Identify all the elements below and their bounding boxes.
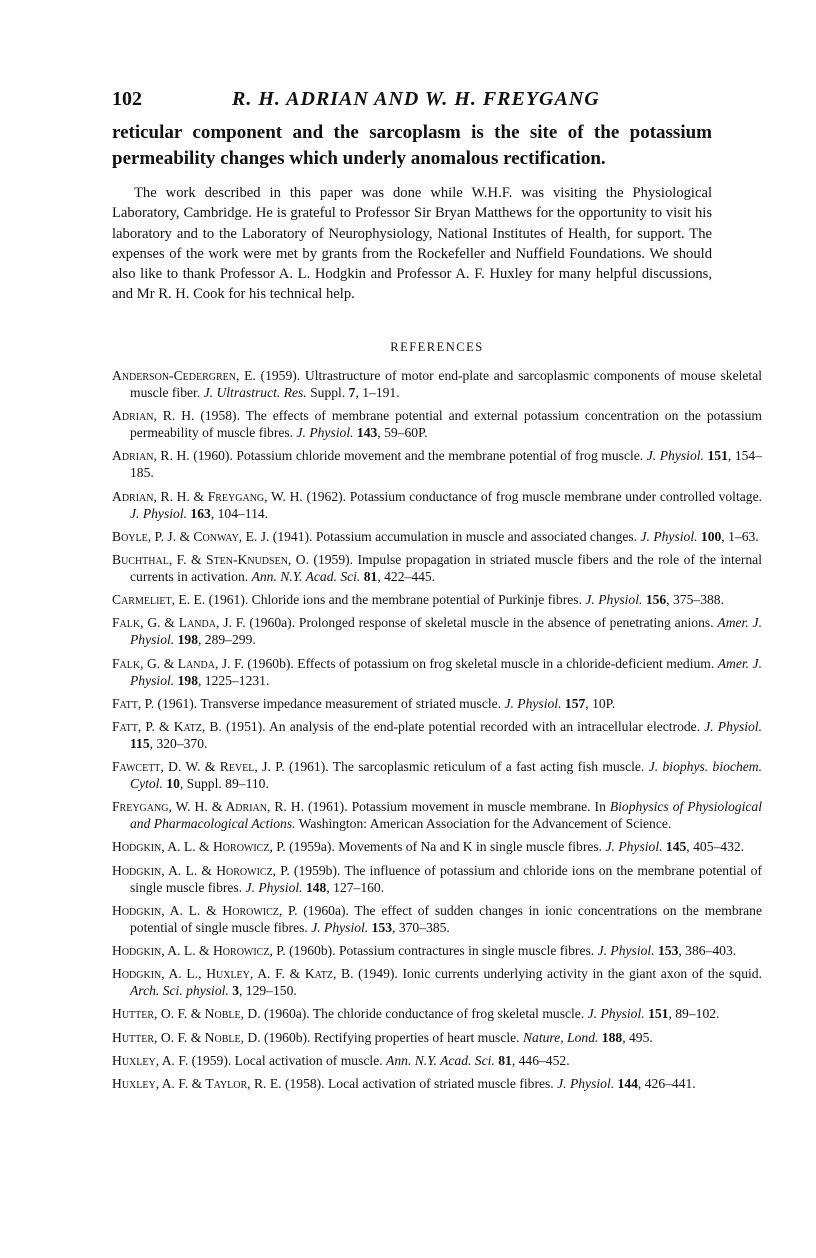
reference-journal: J. Physiol. [587, 1006, 645, 1022]
reference-entry [112, 862, 762, 896]
reference-text: (1960a). Prolonged response of skeletal muscle in the absence of penetrating anions. [245, 615, 718, 631]
references-heading: REFERENCES [390, 340, 484, 354]
reference-text: (1959a). Movements of Na and K in single muscle fibres. [285, 839, 606, 855]
reference-journal: J. Physiol. [646, 448, 704, 464]
reference-pages: , 446–452. [511, 1052, 570, 1068]
reference-journal: J. Physiol. [311, 919, 369, 935]
reference-journal: Arch. Sci. physiol. [130, 983, 229, 999]
reference-journal: Amer. J. Physiol. [130, 655, 762, 688]
reference-volume: 143 [356, 425, 378, 441]
reference-volume: 7 [348, 385, 356, 400]
reference-pages: , Suppl. 89–110. [179, 776, 269, 792]
reference-pages: , 129–150. [239, 983, 297, 999]
reference-entry [112, 1075, 762, 1092]
reference-entry [112, 407, 762, 441]
reference-volume: 151 [648, 1006, 669, 1022]
reference-journal: J. Physiol. [704, 718, 762, 734]
reference-text: (1961). Potassium movement in muscle membrane. In [304, 799, 610, 815]
reference-volume: 3 [232, 983, 239, 999]
reference-volume: 156 [645, 592, 667, 608]
reference-text: (1960b). Effects of potassium on frog skeletal muscle in a chloride-deficient medium. [243, 655, 718, 671]
reference-text: (1959b). The influence of potassium and chloride ions on the membrane potential of single muscle fibres. [130, 862, 762, 895]
reference-pages: , 1–63. [721, 528, 759, 544]
reference-text: (1949). Ionic currents underlying activity in the giant axon of the squid. [353, 966, 762, 982]
reference-authors: Boyle, P. J. & Conway, E. J. [112, 528, 270, 544]
reference-authors: Hodgkin, A. L. & Horowicz, P. [112, 943, 286, 958]
reference-entry [112, 718, 762, 752]
reference-entry [112, 591, 762, 608]
reference-journal: J. Physiol. [504, 695, 562, 711]
reference-volume: 163 [190, 505, 211, 521]
reference-text: (1960a). The effect of sudden changes in ionic concentrations on the membrane potential of single muscle fibres. [130, 902, 763, 935]
reference-entry [112, 902, 762, 936]
reference-text: (1961). Transverse impedance measurement of striated muscle. [154, 695, 505, 711]
reference-authors: Fatt, P. [112, 695, 155, 711]
reference-pages: , 10P. [585, 695, 616, 711]
reference-authors: Falk, G. & Landa, J. F. [112, 655, 244, 671]
reference-entry [112, 447, 762, 481]
reference-authors: Huxley, A. F. & Taylor, R. E. [112, 1075, 282, 1091]
reference-authors: Buchthal, F. & Sten-Knudsen, O. [112, 551, 309, 567]
reference-authors: Anderson-Cedergren, E. [112, 368, 256, 383]
reference-volume: 198 [177, 672, 198, 688]
reference-suffix: Washington: American Association for the Advancement of Science. [295, 816, 672, 832]
reference-volume: 81 [363, 568, 378, 584]
reference-journal: J. Physiol. [640, 528, 698, 544]
reference-volume: 198 [177, 632, 198, 648]
reference-authors: Hodgkin, A. L. & Horowicz, P. [112, 862, 290, 878]
reference-pages: , 59–60P. [377, 425, 428, 441]
reference-pages: , 386–403. [678, 943, 737, 958]
reference-entry [112, 1029, 762, 1046]
reference-authors: Adrian, R. H. & Freygang, W. H. [112, 488, 303, 504]
reference-entry [112, 798, 762, 832]
reference-pages: , 1225–1231. [197, 672, 270, 688]
reference-volume: 153 [371, 919, 393, 935]
reference-journal: J. Physiol. [597, 943, 655, 958]
reference-volume: 151 [707, 448, 728, 464]
reference-entry [112, 942, 762, 959]
reference-authors: Adrian, R. H. [112, 448, 190, 464]
reference-text: (1961). Chloride ions and the membrane potential of Purkinje fibres. [205, 592, 586, 608]
reference-journal: J. Physiol. [130, 505, 188, 521]
reference-text: (1959). Local activation of muscle. [188, 1052, 387, 1068]
reference-pages: , 154–185. [130, 448, 763, 481]
reference-text: (1958). Local activation of striated muscle fibres. [281, 1075, 558, 1091]
reference-authors: Freygang, W. H. & Adrian, R. H. [112, 799, 304, 815]
reference-authors: Hodgkin, A. L. & Horowicz, P. [112, 839, 286, 855]
reference-pages: , 422–445. [377, 568, 436, 584]
reference-pages: , 289–299. [197, 632, 256, 648]
reference-pages: , 1–191. [355, 385, 400, 400]
running-head: R. H. ADRIAN AND W. H. FREYGANG [232, 88, 600, 110]
reference-pages: , 370–385. [392, 919, 450, 935]
reference-entry [112, 488, 762, 522]
reference-journal: J. Physiol. [605, 839, 663, 855]
page-number: 102 [112, 88, 142, 110]
reference-text: (1958). The effects of membrane potential and external potassium concentration on the potassium permeability of muscle fibres. [130, 408, 762, 441]
reference-entry [112, 965, 762, 999]
references-list [112, 367, 762, 1098]
acknowledgement-paragraph: The work described in this paper was done while W.H.F. was visiting the Physiological Laboratory, Cambridge. He is grateful to Professor Sir Bryan Matthews for the opportunity to visit his laboratory and to the Laboratory of Neurophysiology, National Institutes of Health, for support. The expenses of the work were met by grants from the Rockefeller and Nuffield Foundations. We should also like to thank Professor A. L. Hodgkin and Professor A. F. Huxley for many helpful discussions, and Mr R. H. Cook for his technical help. [112, 185, 712, 303]
reference-journal: J. Physiol. [245, 879, 303, 895]
reference-text: (1941). Potassium accumulation in muscle and associated changes. [269, 528, 641, 544]
reference-entry [112, 551, 762, 585]
reference-text: (1960). Potassium chloride movement and the membrane potential of frog muscle. [189, 448, 647, 464]
reference-journal: Amer. J. Physiol. [130, 615, 762, 648]
reference-authors: Carmeliet, E. E. [112, 592, 206, 608]
reference-authors: Hodgkin, A. L. & Horowicz, P. [112, 902, 298, 918]
reference-text: (1959). Ultrastructure of motor end-plate and sarcoplasmic components of mouse skeletal muscle fiber. [130, 368, 763, 400]
reference-pages: , 426–441. [637, 1075, 696, 1091]
reference-authors: Adrian, R. H. [112, 408, 195, 424]
reference-authors: Fatt, P. & Katz, B. [112, 718, 222, 734]
reference-pages: , 375–388. [666, 592, 724, 608]
reference-pages: , 405–432. [686, 839, 745, 855]
reference-volume: 148 [305, 879, 327, 895]
reference-pages: , 495. [622, 1029, 653, 1045]
reference-text: (1959). Impulse propagation in striated muscle fibers and the role of the internal currents in activation. [130, 551, 762, 584]
reference-authors: Hutter, O. F. & Noble, D. [112, 1006, 261, 1022]
reference-entry [112, 614, 762, 648]
reference-journal: J. Physiol. [585, 592, 643, 608]
reference-text: (1960b). Rectifying properties of heart muscle. [260, 1029, 523, 1045]
page-header [112, 88, 712, 118]
reference-pages: , 127–160. [326, 879, 385, 895]
reference-authors: Hodgkin, A. L., Huxley, A. F. & Katz, B. [112, 966, 354, 982]
reference-volume: 115 [130, 735, 150, 751]
reference-text: (1961). The sarcoplasmic reticulum of a fast acting fish muscle. [284, 759, 649, 775]
reference-journal: Biophysics of Physiological and Pharmacological Actions. [130, 799, 762, 832]
reference-entry [112, 1005, 762, 1022]
reference-text: (1960a). The chloride conductance of frog skeletal muscle. [260, 1006, 588, 1022]
reference-journal: Ann. N.Y. Acad. Sci. [386, 1052, 495, 1068]
reference-authors: Huxley, A. F. [112, 1052, 189, 1068]
reference-suffix: Suppl. [306, 385, 349, 400]
lead-paragraph: reticular component and the sarcoplasm is the site of the potassium permeability changes which underly anomalous rectification. [112, 122, 712, 169]
reference-volume: 145 [665, 839, 687, 855]
reference-text: (1960b). Potassium contractures in single muscle fibres. [285, 943, 598, 958]
reference-journal: J. Physiol. [296, 425, 354, 441]
reference-entry [112, 838, 762, 855]
reference-pages: , 320–370. [149, 735, 208, 751]
reference-journal: J. biophys. biochem. Cytol. [130, 759, 762, 792]
reference-authors: Hutter, O. F. & Noble, D. [112, 1029, 261, 1045]
reference-volume: 81 [498, 1052, 512, 1068]
reference-volume: 188 [601, 1029, 623, 1045]
reference-entry [112, 758, 762, 792]
reference-volume: 144 [617, 1075, 638, 1091]
reference-authors: Falk, G. & Landa, J. F. [112, 615, 246, 631]
reference-entry [112, 528, 762, 545]
reference-authors: Fawcett, D. W. & Revel, J. P. [112, 759, 285, 775]
reference-journal: Nature, Lond. [522, 1029, 599, 1045]
reference-text: (1951). An analysis of the end-plate potential recorded with an intracellular electrode. [221, 718, 705, 734]
reference-journal: J. Ultrastruct. Res. [203, 385, 307, 400]
reference-text: (1962). Potassium conductance of frog muscle membrane under controlled voltage. [302, 488, 763, 504]
reference-volume: 157 [564, 695, 586, 711]
reference-volume: 100 [700, 528, 722, 544]
reference-entry [112, 1052, 762, 1069]
reference-entry [112, 367, 762, 401]
reference-volume: 153 [657, 943, 679, 958]
reference-entry [112, 655, 762, 689]
reference-journal: Ann. N.Y. Acad. Sci. [251, 568, 361, 584]
reference-volume: 10 [166, 776, 180, 792]
reference-pages: , 104–114. [210, 505, 269, 521]
reference-pages: , 89–102. [668, 1006, 720, 1022]
reference-entry [112, 695, 762, 712]
reference-journal: J. Physiol. [557, 1075, 615, 1091]
